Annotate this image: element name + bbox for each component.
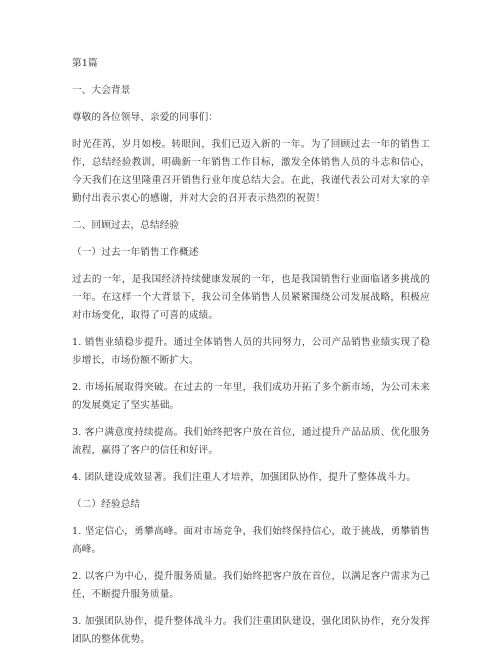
achievement-item: 3. 客户满意度持续提高。我们始终把客户放在首位，通过提升产品品质、优化服务流程，赢得了客户的信任和好评。	[72, 427, 430, 456]
part-label: 第1篇	[72, 58, 98, 69]
lesson-item: 1. 坚定信心，勇攀高峰。面对市场竞争，我们始终保持信心，敢于挑战，勇攀销售高峰。	[72, 526, 430, 555]
achievement-item: 2. 市场拓展取得突破。在过去的一年里，我们成功开拓了多个新市场，为公司未来的发展奠定了坚实基础。	[72, 382, 430, 411]
section-title-review: 二、回顾过去，总结经验	[72, 220, 180, 231]
lesson-item: 3. 加强团队协作，提升整体战斗力。我们注重团队建设，强化团队协作，充分发挥团队的整体优势。	[72, 616, 430, 645]
achievement-item: 4. 团队建设成效显著。我们注重人才培养，加强团队协作，提升了整体战斗力。	[72, 472, 416, 483]
achievement-item: 1. 销售业绩稳步提升。通过全体销售人员的共同努力，公司产品销售业绩实现了稳步增长，市场份额不断扩大。	[72, 337, 430, 366]
subsection-title-overview: （一）过去一年销售工作概述	[72, 247, 199, 258]
greeting: 尊敬的各位领导、亲爱的同事们：	[72, 112, 219, 123]
section-title-background: 一、大会背景	[72, 85, 131, 96]
intro-paragraph: 时光荏苒，岁月如梭。转眼间，我们已迈入新的一年。为了回顾过去一年的销售工作，总结经验教训，明确新一年销售工作目标，激发全体销售人员的斗志和信心，今天我们在这里隆重召开销售行业年度总结大会。在此，我谨代表公司对大家的辛勤付出表示衷心的感谢，并对大会的召开表示热烈的祝贺！	[72, 139, 430, 204]
lesson-item: 2. 以客户为中心，提升服务质量。我们始终把客户放在首位，以满足客户需求为己任，不断提升服务质量。	[72, 571, 430, 600]
overview-paragraph: 过去的一年，是我国经济持续健康发展的一年，也是我国销售行业面临诸多挑战的一年。在这样一个大背景下，我公司全体销售人员紧紧围绕公司发展战略，积极应对市场变化，取得了可喜的成绩。	[72, 274, 430, 321]
subsection-title-lessons: （二）经验总结	[72, 499, 141, 510]
